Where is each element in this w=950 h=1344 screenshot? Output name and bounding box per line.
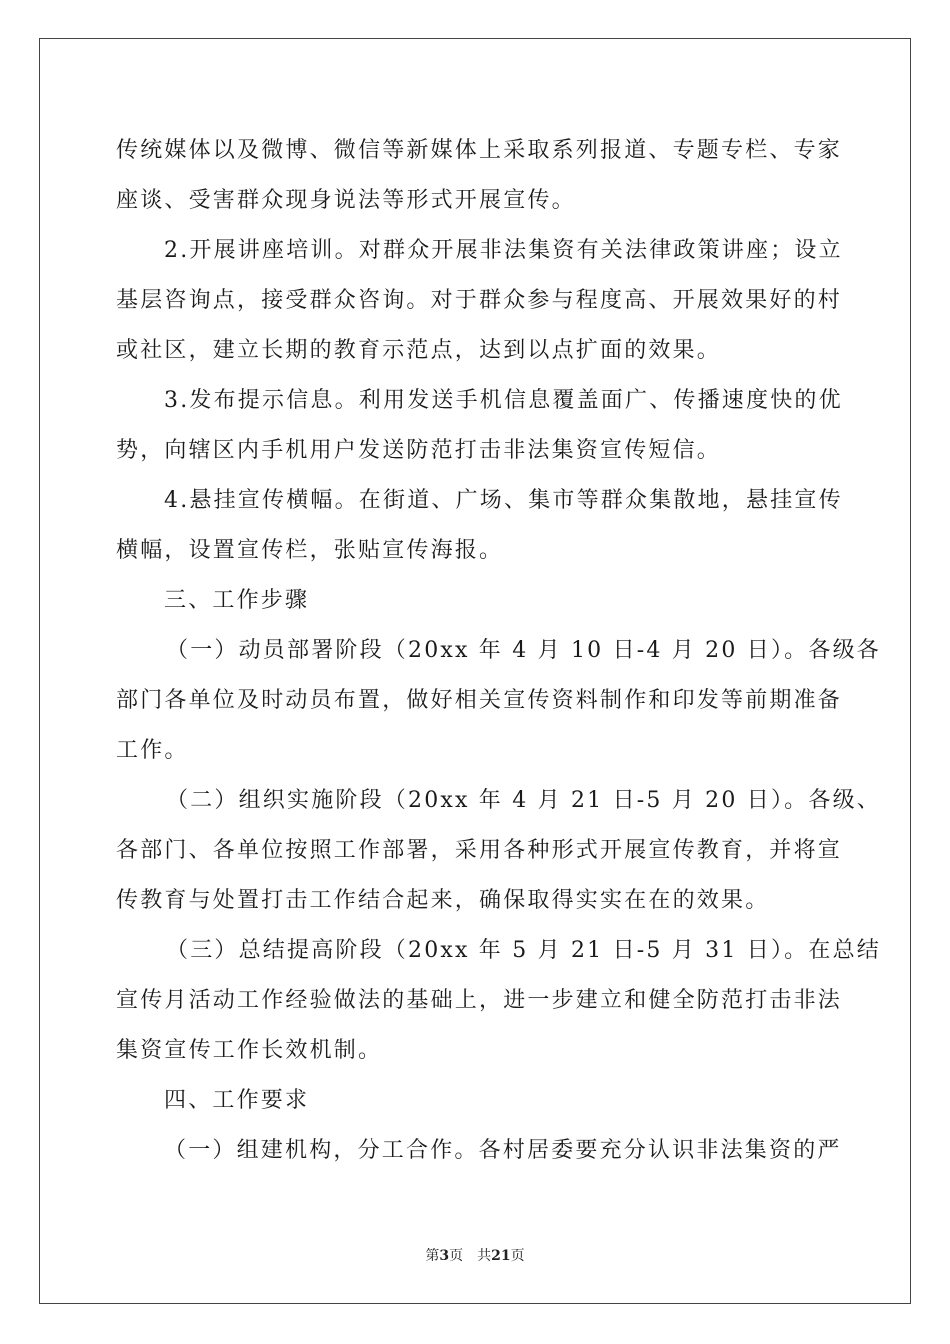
- section-heading: 四、工作要求: [164, 1088, 310, 1113]
- text-line: （一）动员部署阶段（20xx 年 4 月 10 日-4 月 20 日）。各级各: [166, 638, 881, 663]
- text-line: 3.发布提示信息。利用发送手机信息覆盖面广、传播速度快的优: [164, 388, 843, 413]
- text-line: 或社区，建立长期的教育示范点，达到以点扩面的效果。: [116, 338, 722, 363]
- footer-total-suffix: 页: [510, 1248, 525, 1264]
- document-body: [116, 126, 881, 1176]
- page-footer: [0, 1245, 950, 1265]
- footer-page-suffix: 页: [449, 1248, 464, 1264]
- section-heading: 三、工作步骤: [164, 588, 310, 613]
- text-line: 传教育与处置打击工作结合起来，确保取得实实在在的效果。: [116, 888, 770, 913]
- text-line: 座谈、受害群众现身说法等形式开展宣传。: [116, 188, 576, 213]
- text-line: 各部门、各单位按照工作部署，采用各种形式开展宣传教育，并将宣: [116, 838, 843, 863]
- text-line: 势，向辖区内手机用户发送防范打击非法集资宣传短信。: [116, 438, 722, 463]
- text-line: 横幅，设置宣传栏，张贴宣传海报。: [116, 538, 504, 563]
- text-line: 宣传月活动工作经验做法的基础上，进一步建立和健全防范打击非法: [116, 988, 843, 1013]
- footer-total-pages: 21: [491, 1248, 511, 1264]
- text-line: 集资宣传工作长效机制。: [116, 1038, 383, 1063]
- text-line: （一）组建机构，分工合作。各村居委要充分认识非法集资的严: [164, 1138, 842, 1163]
- text-line: 基层咨询点，接受群众咨询。对于群众参与程度高、开展效果好的村: [116, 288, 843, 313]
- text-line: 2.开展讲座培训。对群众开展非法集资有关法律政策讲座；设立: [164, 238, 843, 263]
- text-line: 传统媒体以及微博、微信等新媒体上采取系列报道、专题专栏、专家: [116, 138, 843, 163]
- text-line: 工作。: [116, 738, 189, 763]
- text-line: （二）组织实施阶段（20xx 年 4 月 21 日-5 月 20 日）。各级、: [166, 788, 881, 813]
- text-line: 部门各单位及时动员布置，做好相关宣传资料制作和印发等前期准备: [116, 688, 843, 713]
- text-line: （三）总结提高阶段（20xx 年 5 月 21 日-5 月 31 日）。在总结: [166, 938, 881, 963]
- footer-page-prefix: 第: [425, 1248, 440, 1264]
- text-line: 4.悬挂宣传横幅。在街道、广场、集市等群众集散地，悬挂宣传: [164, 488, 843, 513]
- footer-total-prefix: 共: [477, 1248, 492, 1264]
- footer-page-number: 3: [439, 1248, 450, 1264]
